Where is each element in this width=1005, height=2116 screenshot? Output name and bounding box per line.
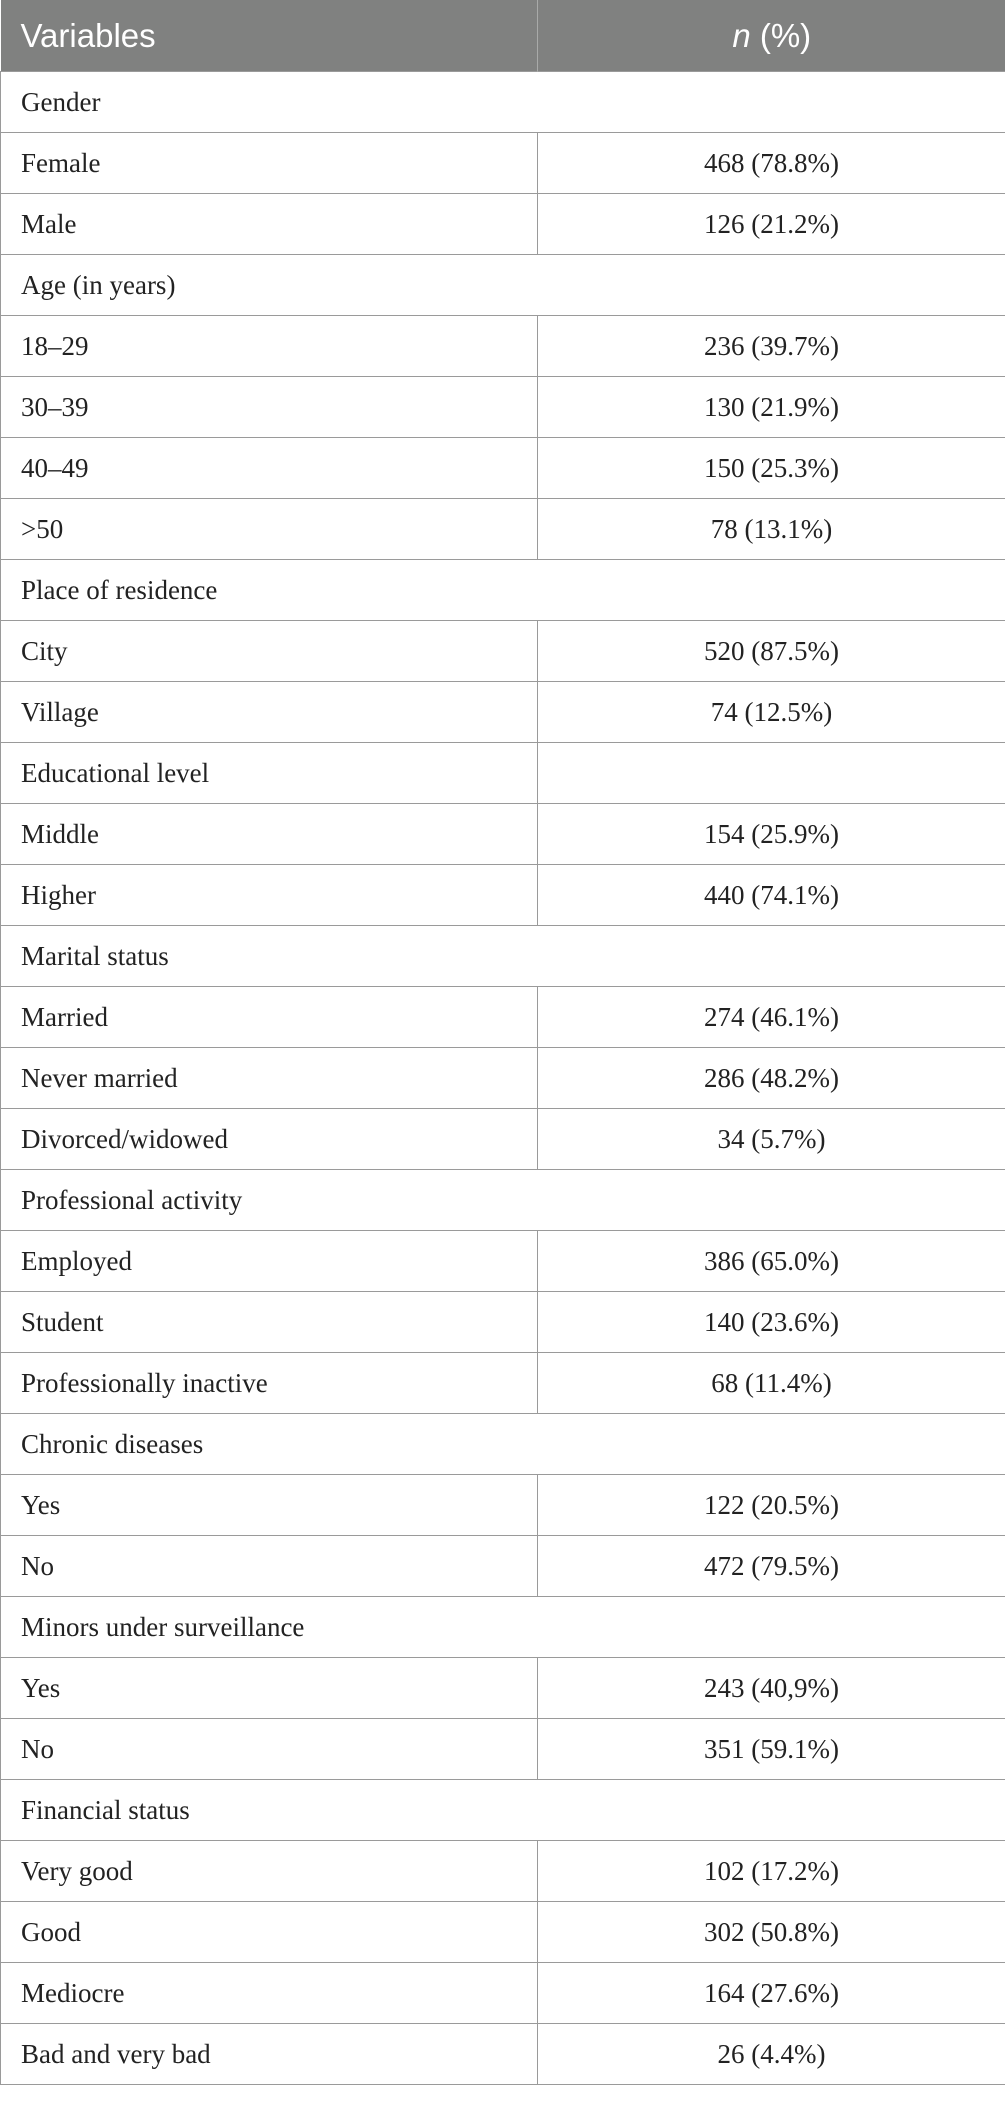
group-row xyxy=(1,1780,1005,1841)
row-value: 150 (25.3%) xyxy=(538,438,1005,499)
table-row xyxy=(1,682,1005,743)
group-row xyxy=(1,1414,1005,1475)
row-value: 468 (78.8%) xyxy=(538,133,1005,194)
row-label: Middle xyxy=(1,804,538,865)
row-label: Professionally inactive xyxy=(1,1353,538,1414)
group-row xyxy=(1,255,1005,316)
header-row xyxy=(1,0,1005,72)
group-title: Age (in years) xyxy=(1,255,1005,316)
row-value: 274 (46.1%) xyxy=(538,987,1005,1048)
group-row xyxy=(1,743,1005,804)
row-label: City xyxy=(1,621,538,682)
row-value: 102 (17.2%) xyxy=(538,1841,1005,1902)
row-label: Divorced/widowed xyxy=(1,1109,538,1170)
row-value: 130 (21.9%) xyxy=(538,377,1005,438)
table-row xyxy=(1,1536,1005,1597)
row-label: Employed xyxy=(1,1231,538,1292)
table-row xyxy=(1,865,1005,926)
header-pct-label: (%) xyxy=(759,16,812,54)
table-body xyxy=(1,72,1005,2085)
table-row xyxy=(1,1231,1005,1292)
table-row xyxy=(1,1109,1005,1170)
header-n-percent xyxy=(538,0,1005,72)
group-title: Marital status xyxy=(1,926,1005,987)
row-label: Male xyxy=(1,194,538,255)
row-label: Higher xyxy=(1,865,538,926)
row-value: 472 (79.5%) xyxy=(538,1536,1005,1597)
row-label: Mediocre xyxy=(1,1963,538,2024)
row-label: Good xyxy=(1,1902,538,1963)
row-value: 126 (21.2%) xyxy=(538,194,1005,255)
row-label: >50 xyxy=(1,499,538,560)
group-empty-cell xyxy=(538,743,1005,804)
table-row xyxy=(1,194,1005,255)
table-row xyxy=(1,438,1005,499)
row-value: 26 (4.4%) xyxy=(538,2024,1005,2085)
row-label: 40–49 xyxy=(1,438,538,499)
table-row xyxy=(1,2024,1005,2085)
group-title: Gender xyxy=(1,72,1005,133)
table-row xyxy=(1,1719,1005,1780)
row-value: 440 (74.1%) xyxy=(538,865,1005,926)
row-value: 236 (39.7%) xyxy=(538,316,1005,377)
row-label: Never married xyxy=(1,1048,538,1109)
group-row xyxy=(1,72,1005,133)
row-value: 302 (50.8%) xyxy=(538,1902,1005,1963)
row-value: 520 (87.5%) xyxy=(538,621,1005,682)
group-title: Educational level xyxy=(1,743,538,804)
table-row xyxy=(1,1841,1005,1902)
row-value: 78 (13.1%) xyxy=(538,499,1005,560)
header-variables xyxy=(1,0,538,72)
table-row xyxy=(1,621,1005,682)
group-title: Chronic diseases xyxy=(1,1414,1005,1475)
row-value: 68 (11.4%) xyxy=(538,1353,1005,1414)
row-value: 164 (27.6%) xyxy=(538,1963,1005,2024)
group-title: Minors under surveillance xyxy=(1,1597,1005,1658)
row-value: 286 (48.2%) xyxy=(538,1048,1005,1109)
group-title: Place of residence xyxy=(1,560,1005,621)
header-variables-label: Variables xyxy=(20,16,156,54)
group-row xyxy=(1,560,1005,621)
row-label: Married xyxy=(1,987,538,1048)
row-label: Bad and very bad xyxy=(1,2024,538,2085)
row-label: No xyxy=(1,1719,538,1780)
table-header xyxy=(1,0,1005,72)
group-row xyxy=(1,1170,1005,1231)
table-row xyxy=(1,1963,1005,2024)
row-label: Student xyxy=(1,1292,538,1353)
table-row xyxy=(1,1658,1005,1719)
table-row xyxy=(1,1902,1005,1963)
table-row xyxy=(1,987,1005,1048)
row-value: 122 (20.5%) xyxy=(538,1475,1005,1536)
row-label: 18–29 xyxy=(1,316,538,377)
table-row xyxy=(1,1292,1005,1353)
row-value: 351 (59.1%) xyxy=(538,1719,1005,1780)
row-label: Female xyxy=(1,133,538,194)
row-value: 74 (12.5%) xyxy=(538,682,1005,743)
row-value: 34 (5.7%) xyxy=(538,1109,1005,1170)
group-title: Financial status xyxy=(1,1780,1005,1841)
table-row xyxy=(1,1048,1005,1109)
row-label: Village xyxy=(1,682,538,743)
row-label: No xyxy=(1,1536,538,1597)
group-row xyxy=(1,926,1005,987)
row-value: 140 (23.6%) xyxy=(538,1292,1005,1353)
table-row xyxy=(1,804,1005,865)
row-label: Yes xyxy=(1,1658,538,1719)
table-row xyxy=(1,499,1005,560)
row-value: 154 (25.9%) xyxy=(538,804,1005,865)
row-label: Very good xyxy=(1,1841,538,1902)
table-row xyxy=(1,133,1005,194)
group-row xyxy=(1,1597,1005,1658)
row-label: Yes xyxy=(1,1475,538,1536)
group-title: Professional activity xyxy=(1,1170,1005,1231)
header-n-label: n xyxy=(732,16,751,54)
row-value: 243 (40,9%) xyxy=(538,1658,1005,1719)
table-row xyxy=(1,1475,1005,1536)
table-row xyxy=(1,316,1005,377)
row-label: 30–39 xyxy=(1,377,538,438)
table-row xyxy=(1,377,1005,438)
row-value: 386 (65.0%) xyxy=(538,1231,1005,1292)
table-row xyxy=(1,1353,1005,1414)
